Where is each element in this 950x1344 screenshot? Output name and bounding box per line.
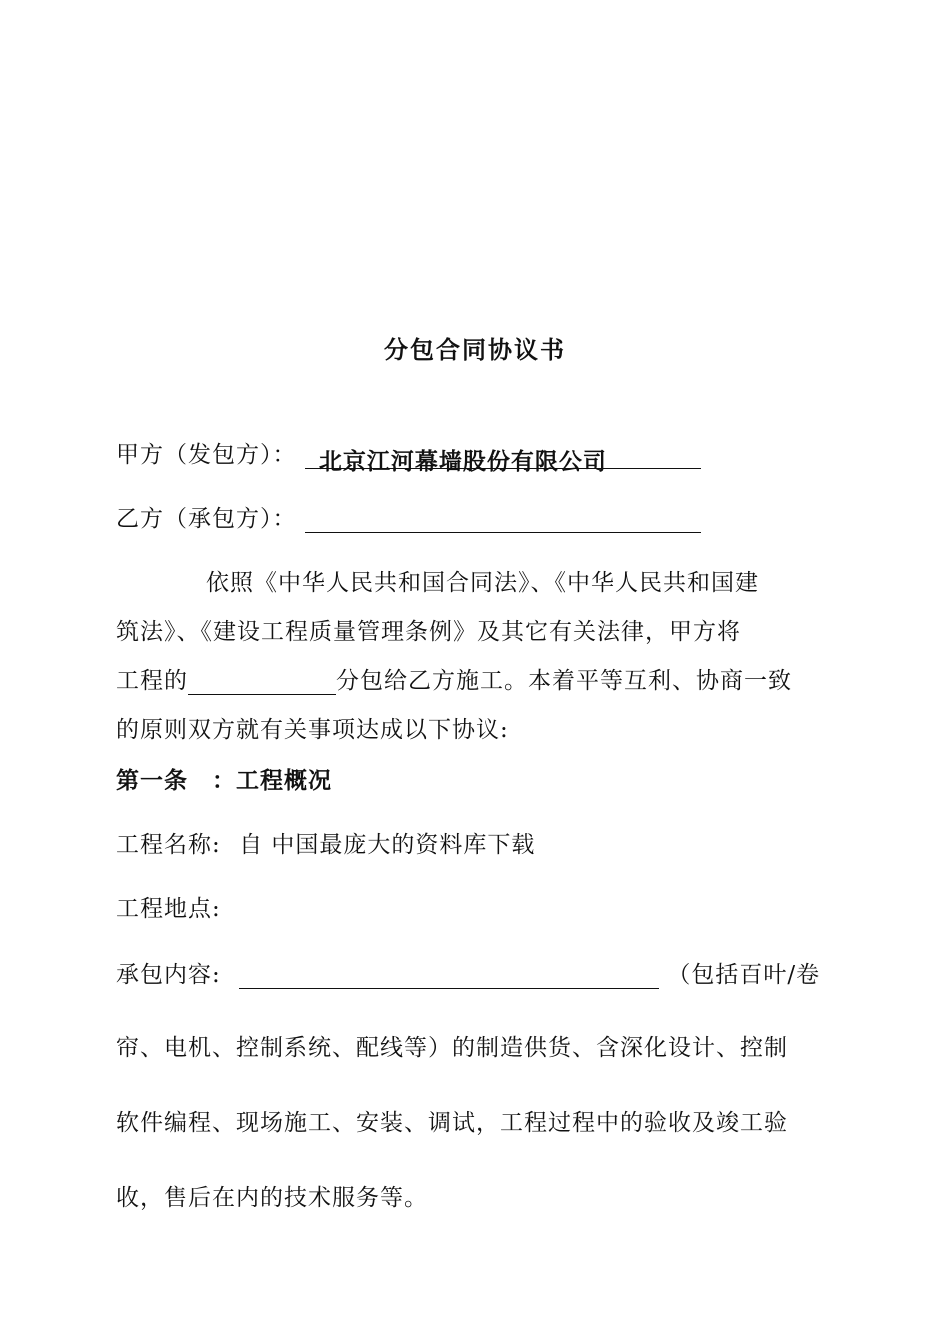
party-a-row — [116, 436, 701, 475]
project-location-row — [116, 890, 221, 923]
contract-scope-blank — [239, 962, 659, 989]
project-name-row — [116, 826, 535, 859]
party-a-value: 北京江河幕墙股份有限公司 — [305, 443, 701, 469]
contract-scope-label: 承包内容: — [116, 962, 221, 988]
intro-line-3 — [116, 662, 792, 695]
project-name-label: 工程名称: — [116, 832, 221, 858]
scope-line-4: 收，售后在内的技术服务等。 — [116, 1185, 428, 1211]
project-blank — [188, 668, 336, 695]
intro-line-2: 筑法》、《建设工程质量管理条例》及其它有关法律，甲方将 — [116, 619, 741, 645]
scope-line-2: 帘、电机、控制系统、配线等）的制造供货、含深化设计、控制 — [116, 1035, 788, 1061]
intro-line-4: 的原则双方就有关事项达成以下协议: — [116, 717, 509, 743]
project-name-value: 自 中国最庞大的资料库下载 — [239, 832, 536, 858]
project-location-label: 工程地点: — [116, 896, 221, 922]
intro-line-1: 依照《中华人民共和国合同法》、《中华人民共和国建 — [206, 570, 759, 596]
contract-scope-row — [116, 956, 820, 989]
intro-line-3-end: 分包给乙方施工。本着平等互利、协商一致 — [336, 668, 792, 694]
party-b-label: 乙方（承包方）： — [116, 506, 297, 532]
scope-line-1-tail: （包括百叶/卷 — [667, 962, 821, 988]
party-b-blank — [305, 506, 701, 533]
party-a-label: 甲方（发包方）： — [116, 442, 297, 468]
article-1-heading: 第一条 ：工程概况 — [116, 768, 332, 794]
party-b-row — [116, 500, 701, 533]
intro-line-3-start: 工程的 — [116, 668, 188, 694]
scope-line-3: 软件编程、现场施工、安装、调试，工程过程中的验收及竣工验 — [116, 1110, 788, 1136]
document-title: 分包合同协议书 — [384, 335, 566, 364]
